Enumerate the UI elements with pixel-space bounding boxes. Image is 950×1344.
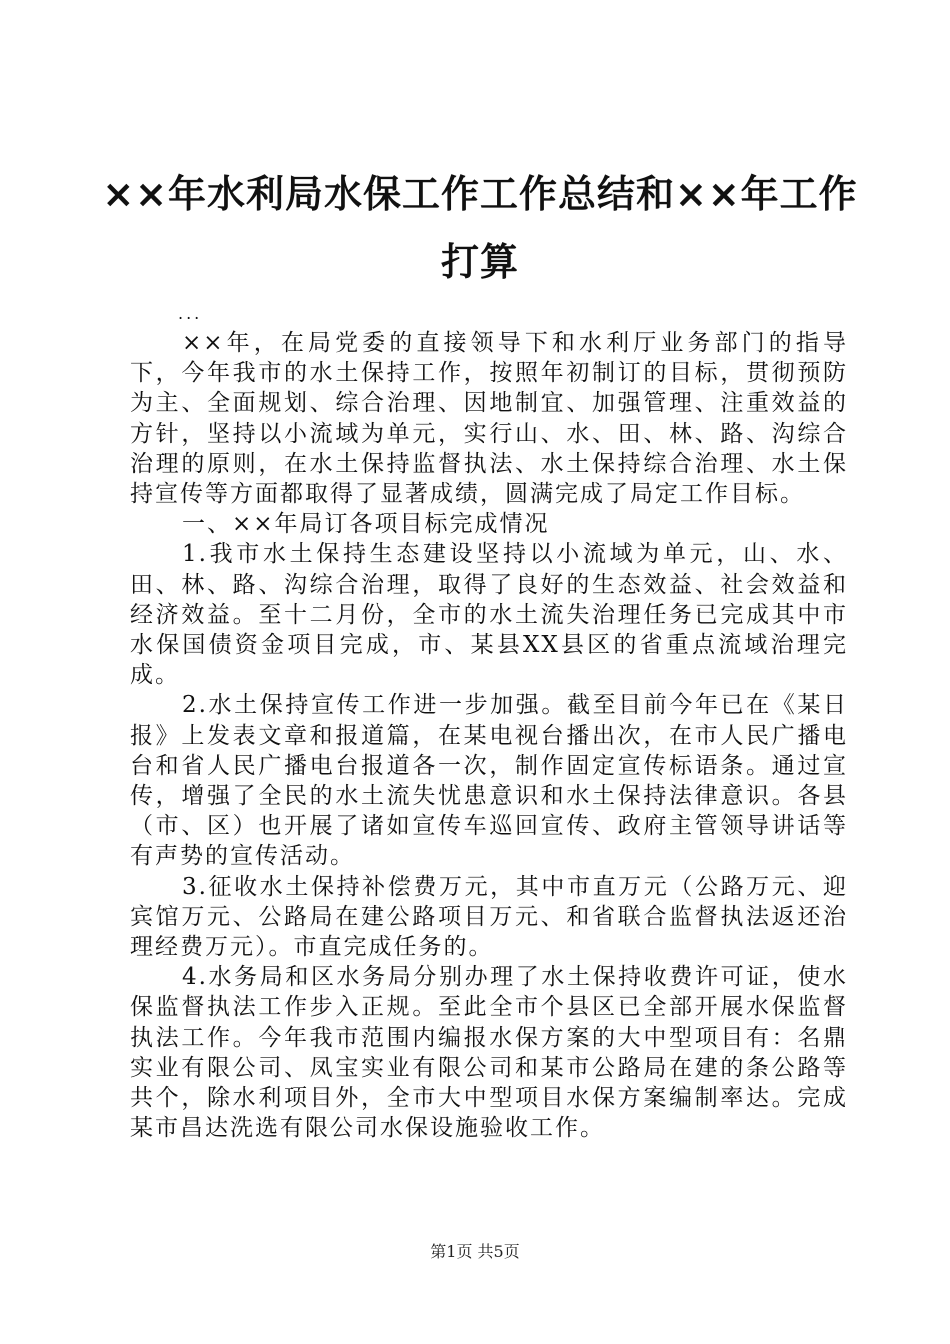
document-body: [130, 328, 848, 1143]
paragraph-item-4: 4.水务局和区水务局分别办理了水土保持收费许可证，使水保监督执法工作步入正规。至此全市个县区已全部开展水保监督执法工作。今年我市范围内编报水保方案的大中型项目有：名鼎实业有限公司、凤宝实业有限公司和某市公路局在建的条公路等共个，除水利项目外，全市大中型项目水保方案编制率达。完成某市昌达洗选有限公司水保设施验收工作。: [130, 964, 848, 1142]
section-heading: 一、××年局订各项目标完成情况: [182, 511, 550, 538]
title-line-1: ××年水利局水保工作工作总结和××年工作: [102, 172, 858, 216]
paragraph-item-2: 2.水土保持宣传工作进一步加强。截至目前今年已在《某日报》上发表文章和报道篇，在某电视台播出次，在市人民广播电台和省人民广播电台报道各一次，制作固定宣传标语条。通过宣传，增强了全民的水土流失忧患意识和水土保持法律意识。各县（市、区）也开展了诸如宣传车巡回宣传、政府主管领导讲话等有声势的宣传活动。: [130, 692, 848, 870]
paragraph-intro: ××年，在局党委的直接领导下和水利厅业务部门的指导下，今年我市的水土保持工作，按照年初制订的目标，贯彻预防为主、全面规划、综合治理、因地制宜、加强管理、注重效益的方针，坚持以小流域为单元，实行山、水、田、林、路、沟综合治理的原则，在水土保持监督执法、水土保持综合治理、水土保持宣传等方面都取得了显著成绩，圆满完成了局定工作目标。: [130, 330, 848, 508]
paragraph-item-3: 3.征收水土保持补偿费万元，其中市直万元（公路万元、迎宾馆万元、公路局在建公路项目万元、和省联合监督执法返还治理经费万元）。市直完成任务的。: [130, 873, 848, 961]
document-title: [90, 160, 870, 296]
paragraph-item-1: 1.我市水土保持生态建设坚持以小流域为单元，山、水、田、林、路、沟综合治理，取得了良好的生态效益、社会效益和经济效益。至十二月份，全市的水土流失治理任务已完成其中市水保国债资金项目完成，市、某县XX县区的省重点流域治理完成。: [130, 541, 848, 689]
ellipsis-mark: ...: [178, 304, 203, 323]
title-line-2: 打算: [440, 240, 519, 284]
page-footer: 第1页 共5页: [430, 1242, 520, 1261]
